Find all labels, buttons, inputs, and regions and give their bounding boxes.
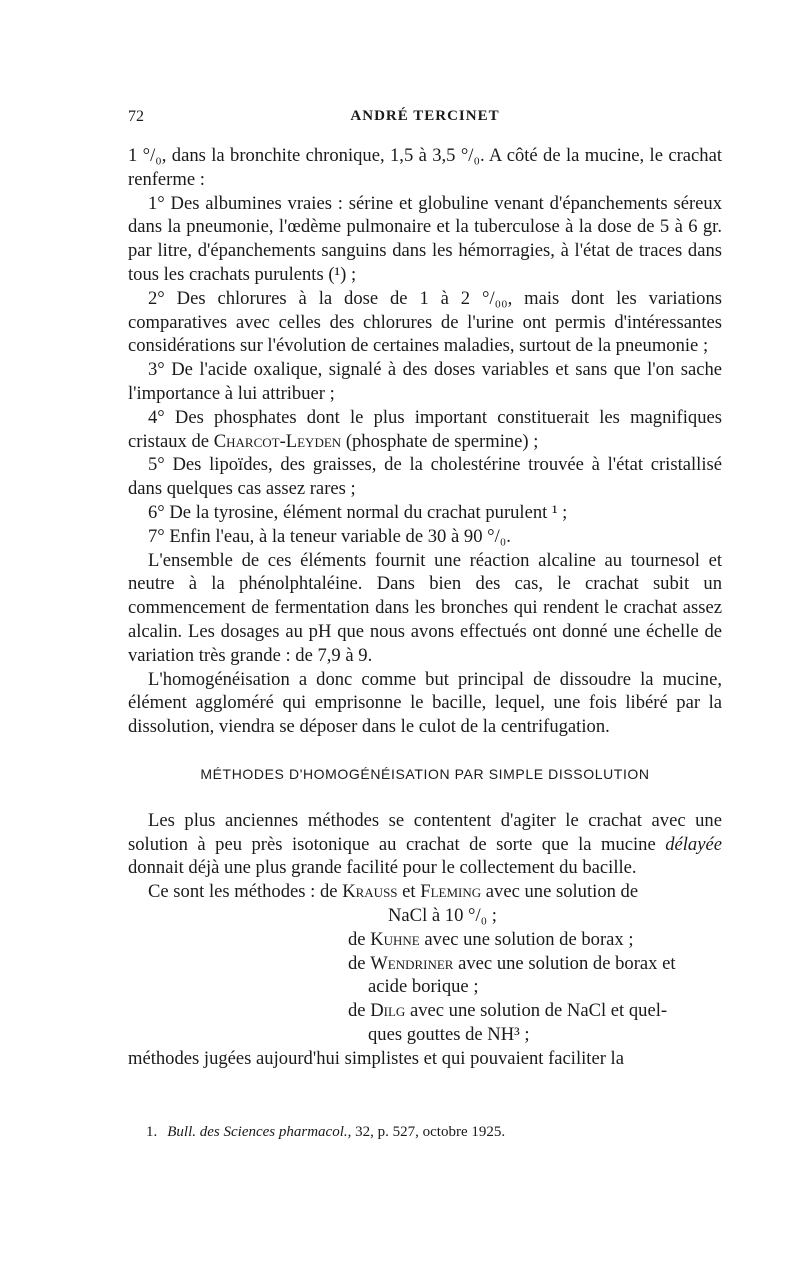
text-run: et	[397, 881, 421, 903]
method-list-intro	[128, 880, 722, 928]
author-name: Krauss	[342, 881, 398, 903]
continuation: ques gouttes de NH³ ;	[368, 1023, 530, 1045]
method-item	[128, 928, 722, 952]
text-run: de	[348, 928, 371, 950]
author-name: Wendriner	[370, 952, 454, 974]
text-run: Ce sont les méthodes : de	[148, 881, 343, 903]
list-item: 1° Des albumines vraies : sérine et globuline venant d'épanchements séreux dans la pneumonie, l'œdème pulmonaire et la tuberculose à la dose de 5 à 6 gr. par litre, d'épanchements sanguins dans les hémorragies, à l'état de traces dans tous les crachats purulents (¹) ;	[128, 192, 722, 285]
author-name: Charcot-Leyden	[213, 430, 342, 452]
text-run: (phosphate de spermine) ;	[341, 430, 539, 452]
text-run: avec une solution de borax et	[453, 952, 676, 974]
continuation: acide borique ;	[368, 976, 479, 998]
text-run: Les plus anciennes méthodes se contentent d'agiter le crachat avec une solution à peu près isotonique au crachat de sorte que la mucine	[128, 809, 722, 855]
list-item: 5° Des lipoïdes, des graisses, de la cholestérine trouvée à l'état cristallisé dans quelques cas assez rares ;	[128, 454, 722, 500]
text-run: 4° Des phosphates dont le plus important constituerait les magnifiques cristaux de	[128, 406, 722, 452]
text-run: donnait déjà une plus grande facilité pour le collectement du bacille.	[128, 857, 637, 879]
list-item	[128, 406, 722, 454]
method-item	[128, 999, 722, 1047]
list-item: 2° Des chlorures à la dose de 1 à 2 °/₀₀, mais dont les variations comparatives avec celles des chlorures de l'urine ont permis d'intéressantes considérations sur l'évolution de certaines maladies, surtout de la pneumonie ;	[128, 287, 722, 357]
main-text	[128, 144, 722, 1070]
list-item: 7° Enfin l'eau, à la teneur variable de 30 à 90 °/₀.	[148, 525, 511, 547]
footnote-details: , 32, p. 527, octobre 1925.	[347, 1124, 506, 1140]
paragraph	[128, 809, 722, 880]
author-name: Kuhne	[370, 928, 420, 950]
text-run: avec une solution de NaCl et quel-	[405, 1000, 668, 1022]
page-header	[128, 108, 722, 132]
footnote	[146, 1124, 722, 1141]
running-title: ANDRÉ TERCINET	[350, 108, 500, 124]
author-name: Dilg	[370, 1000, 406, 1022]
continuation: NaCl à 10 °/₀ ;	[388, 904, 497, 926]
text-run: avec une solution de borax ;	[419, 928, 634, 950]
list-item: 6° De la tyrosine, élément normal du crachat purulent ¹ ;	[148, 501, 568, 523]
paragraph: 1 °/₀, dans la bronchite chronique, 1,5 à 3,5 °/₀. A côté de la mucine, le crachat renferme :	[128, 145, 722, 190]
text-run: avec une solution de	[481, 881, 639, 903]
list-item: 3° De l'acide oxalique, signalé à des doses variables et sans que l'on sache l'importance à lui attribuer ;	[128, 359, 722, 404]
emphasis: délayée	[665, 833, 722, 855]
journal-title: Bull. des Sciences pharmacol.	[167, 1124, 348, 1140]
method-line	[128, 952, 722, 976]
method-item	[128, 952, 722, 1000]
section-heading: MÉTHODES D'HOMOGÉNÉISATION PAR SIMPLE DISSOLUTION	[200, 765, 650, 782]
page-number: 72	[128, 108, 144, 125]
text-run: de	[348, 952, 371, 974]
paragraph: L'ensemble de ces éléments fournit une réaction alcaline au tournesol et neutre à la phénolphtaléine. Dans bien des cas, le crachat subit un commencement de fermentation dans les bronches qui rendent le crachat assez alcalin. Les dosages au pH que nous avons effectués ont donné une échelle de variation très grande : de 7,9 à 9.	[128, 549, 722, 666]
paragraph: L'homogénéisation a donc comme but principal de dissoudre la mucine, élément aggloméré qui emprisonne le bacille, lequel, une fois libéré par la dissolution, viendra se déposer dans le culot de la centrifugation.	[128, 668, 722, 738]
paragraph: méthodes jugées aujourd'hui simplistes et qui pouvaient faciliter la	[128, 1047, 624, 1069]
footnote-number: 1.	[146, 1124, 158, 1140]
author-name: Fleming	[420, 881, 482, 903]
method-line	[128, 999, 722, 1023]
method-line	[128, 928, 722, 952]
text-run: de	[348, 1000, 371, 1022]
